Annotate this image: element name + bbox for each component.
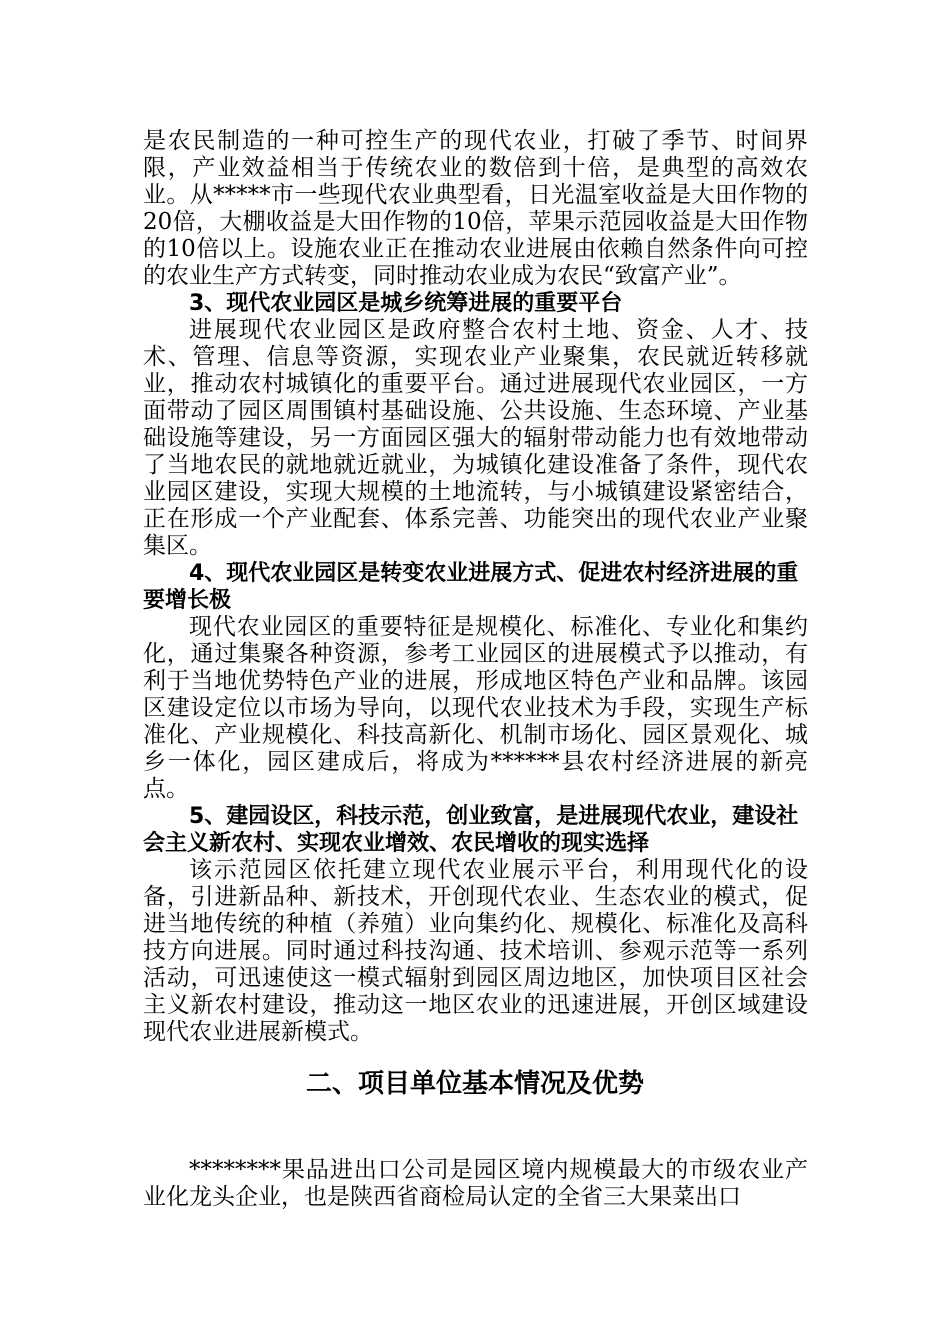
subheading-4: 4、现代农业园区是转变农业进展方式、促进农村经济进展的重要增长极 — [143, 561, 799, 613]
intro-paragraph: 是农民制造的一种可控生产的现代农业，打破了季节、时间界限，产业效益相当于传统农业的数倍到十倍，是典型的高效农业。从*****市一些现代农业典型看，日光温室收益是大田作物的20倍，大棚收益是大田作物的10倍，苹果示范园收益是大田作物的10倍以上。设施农业正在推动农业进展由依赖自然条件向可控的农业生产方式转变，同时推动农业成为农民“致富产业”。 — [143, 128, 808, 289]
subheading-5: 5、建园设区，科技示范，创业致富，是进展现代农业，建设社会主义新农村、实现农业增效、农民增收的现实选择 — [143, 804, 799, 856]
company-paragraph: ********果品进出口公司是园区境内规模最大的市级农业产业化龙头企业，也是陕西省商检局认定的全省三大果菜出口 — [143, 1157, 808, 1210]
document-body — [143, 128, 808, 1046]
subheading-3: 3、现代农业园区是城乡统筹进展的重要平台 — [189, 291, 623, 316]
section-title: 二、项目单位基本情况及优势 — [305, 1069, 644, 1099]
paragraph-4: 现代农业园区的重要特征是规模化、标准化、专业化和集约化，通过集聚各种资源，参考工业园区的进展模式予以推动，有利于当地优势特色产业的进展，形成地区特色产业和品牌。该园区建设定位以市场为导向，以现代农业技术为手段，实现生产标准化、产业规模化、科技高新化、机制市场化、园区景观化、城乡一体化，园区建成后，将成为******县农村经济进展的新亮点。 — [143, 614, 808, 802]
paragraph-3: 进展现代农业园区是政府整合农村土地、资金、人才、技术、管理、信息等资源，实现农业产业聚集，农民就近转移就业，推动农村城镇化的重要平台。通过进展现代农业园区，一方面带动了园区周围镇村基础设施、公共设施、生态环境、产业基础设施等建设，另一方面园区强大的辐射带动能力也有效地带动了当地农民的就地就近就业，为城镇化建设准备了条件，现代农业园区建设，实现大规模的土地流转，与小城镇建设紧密结合，正在形成一个产业配套、体系完善、功能突出的现代农业产业聚集区。 — [143, 317, 808, 559]
section-body — [143, 1157, 808, 1211]
paragraph-5: 该示范园区依托建立现代农业展示平台，利用现代化的设备，引进新品种、新技术，开创现代农业、生态农业的模式，促进当地传统的种植（养殖）业向集约化、规模化、标准化及高科技方向进展。同时通过科技沟通、技术培训、参观示范等一系列活动，可迅速使这一模式辐射到园区周边地区，加快项目区社会主义新农村建设，推动这一地区农业的迅速进展，开创区域建设现代农业进展新模式。 — [143, 857, 808, 1045]
